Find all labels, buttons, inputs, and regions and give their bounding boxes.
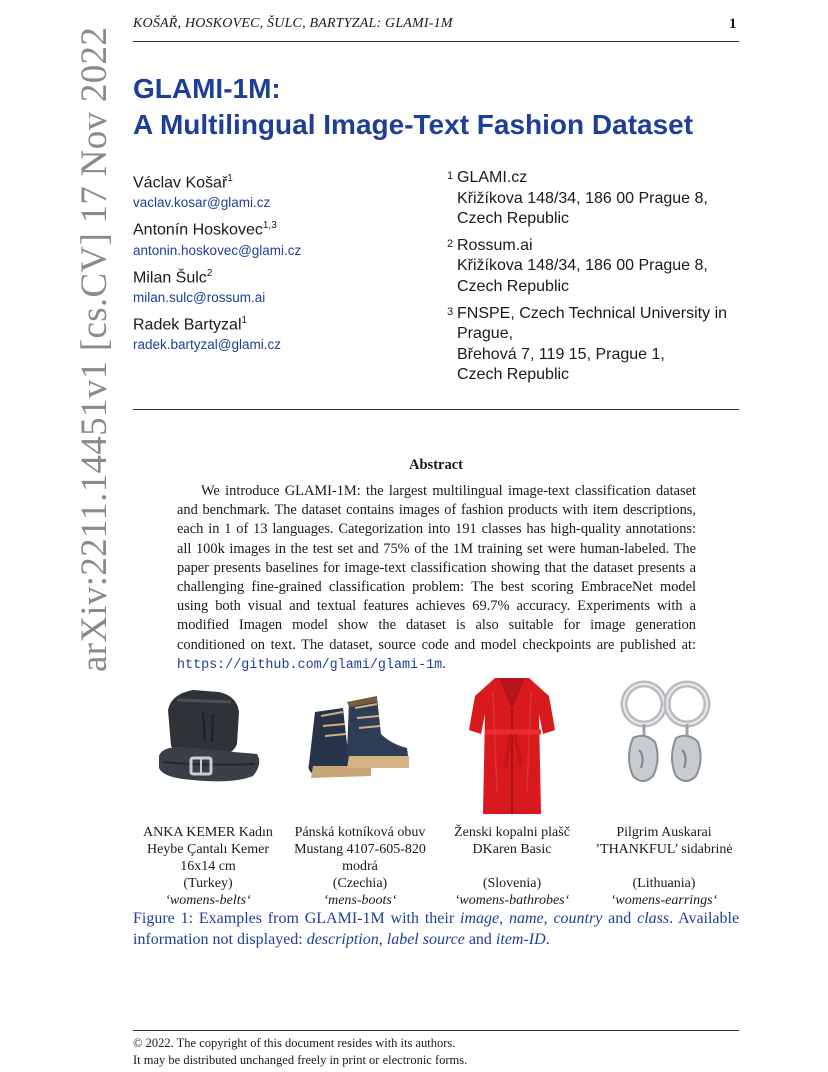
affiliation-line: Křižíkova 148/34, 186 00 Prague 8,	[457, 189, 708, 207]
header-rule	[133, 41, 739, 42]
author	[133, 168, 301, 212]
footnote-rule	[133, 1030, 739, 1031]
author-name: Radek Bartyzal	[133, 316, 242, 334]
caption-sep: ,	[499, 910, 504, 927]
affiliation-line: Czech Republic	[457, 277, 570, 295]
title-line-2: A Multilingual Image-Text Fashion Dataset	[133, 109, 694, 140]
author-name: Antonín Hoskovec	[133, 221, 263, 239]
example-caption	[589, 824, 739, 909]
abstract-text: We introduce GLAMI-1M: the largest multilingual image-text classification dataset and benchmark. The dataset contains images of fashion products with item descriptions, each in 1 of 13 languages. Categorization into 191 classes has high-quality annotations: all 100k images in the test set and 75% of the 1M training set were human-labeled. The paper presents baselines for image-text classification showing that the dataset presents a challenging fine-grained classification problem: The best scoring EmbraceNet model using both visual and textual features achieves 69.7% accuracy. Experiments with a modified Imagen model show the dataset is also suitable for image generation conditioned on text. The dataset, source code and model checkpoints are published at:	[177, 483, 696, 653]
affiliation-line: Rossum.ai	[457, 236, 533, 254]
title-line-1: GLAMI-1M:	[133, 73, 281, 104]
example-caption	[285, 824, 435, 909]
product-country: (Czechia)	[332, 876, 388, 891]
caption-field: label source	[386, 931, 465, 948]
product-name: Ženski kopalni plašč DKaren Basic	[454, 825, 570, 857]
product-country: (Turkey)	[183, 876, 233, 891]
caption-field: image	[460, 910, 500, 927]
page-number: 1	[729, 16, 737, 32]
paper-title	[133, 71, 693, 143]
copyright-line-1: © 2022. The copyright of this document resides with its authors.	[133, 1036, 456, 1050]
boots-image	[285, 672, 435, 820]
author	[133, 310, 301, 354]
abstract-body	[177, 482, 696, 675]
figure-image-row	[133, 672, 739, 820]
author-list	[133, 168, 301, 357]
affiliation-line: Czech Republic	[457, 210, 570, 228]
figure-caption-row	[133, 824, 739, 909]
caption-sep: ,	[378, 931, 383, 948]
author-name: Milan Šulc	[133, 268, 207, 286]
product-country: (Lithuania)	[632, 876, 696, 891]
caption-sep: .	[545, 931, 550, 948]
earrings-image	[589, 672, 739, 820]
arxiv-stamp: arXiv:2211.14451v1 [cs.CV] 17 Nov 2022	[74, 26, 115, 672]
example-caption	[437, 824, 587, 909]
product-class: ‘womens-belts‘	[165, 893, 251, 908]
affiliation-line: FNSPE, Czech Technical University in	[457, 304, 728, 322]
affiliation-line: GLAMI.cz	[457, 169, 528, 186]
author-affil-sup: 2	[206, 267, 213, 279]
affiliation	[447, 304, 727, 386]
author-affil-sup: 1	[227, 173, 233, 184]
affiliation	[447, 236, 727, 298]
belt-bag-image	[133, 672, 283, 820]
affiliation-number: 1	[447, 170, 454, 182]
running-header-authors: KOŠAŘ, HOSKOVEC, ŠULC, BARTYZAL: GLAMI-1M	[133, 16, 453, 31]
product-country: (Slovenia)	[482, 876, 542, 891]
product-name: Pánská kotníková obuv Mustang 4107-605-820 modrá	[294, 825, 426, 874]
caption-field: country	[553, 910, 603, 927]
author-affil-sup: 1	[241, 314, 248, 326]
author-affil-sup: 1,3	[262, 220, 277, 232]
product-class: ‘womens-bathrobes‘	[454, 893, 570, 908]
author-email-link[interactable]: milan.sulc@rossum.ai	[133, 289, 266, 305]
author-email-link[interactable]: antonin.hoskovec@glami.cz	[133, 242, 302, 258]
author-email-link[interactable]: vaclav.kosar@glami.cz	[133, 195, 271, 211]
author-name: Václav Košař	[133, 174, 228, 192]
abstract-end: .	[442, 655, 446, 672]
affiliation-line: Břehová 7, 119 15, Prague 1,	[457, 345, 665, 363]
figure-1	[133, 672, 739, 909]
abstract-heading: Abstract	[409, 457, 463, 473]
caption-field: item-ID	[495, 931, 546, 948]
product-class: ‘mens-boots‘	[323, 893, 397, 908]
author	[133, 215, 301, 259]
caption-field: description	[306, 931, 379, 948]
product-name: Pilgrim Auskarai ’THANKFUL’ sidabrinė	[595, 825, 733, 857]
figure-caption	[133, 908, 739, 950]
caption-field: class	[637, 910, 670, 927]
caption-label: Figure 1: Examples from GLAMI-1M with their	[133, 910, 455, 927]
copyright-footnote	[133, 1035, 467, 1069]
example-caption	[133, 824, 283, 909]
github-link[interactable]: https://github.com/glami/glami-1m	[177, 657, 443, 673]
affiliation-line: Czech Republic	[457, 366, 570, 384]
caption-sep: . Available information not displayed:	[133, 910, 740, 948]
affiliation-line: Křižíkova 148/34, 186 00 Prague 8,	[457, 257, 708, 275]
product-class: ‘womens-earrings‘	[610, 893, 718, 908]
author-email-link[interactable]: radek.bartyzal@glami.cz	[133, 337, 282, 353]
caption-sep: ,	[543, 910, 548, 927]
product-name: ANKA KEMER Kadın Heybe Çantalı Kemer 16x14 cm	[143, 825, 273, 874]
section-divider	[133, 409, 739, 410]
affiliation-list	[447, 168, 727, 392]
affiliation-number: 2	[447, 237, 454, 250]
bathrobe-image	[437, 672, 587, 820]
affiliation	[447, 168, 727, 230]
caption-field: name	[508, 910, 544, 927]
caption-sep: and	[468, 931, 492, 948]
caption-sep: and	[608, 910, 632, 927]
affiliation-line: Prague,	[457, 325, 514, 343]
copyright-line-2: It may be distributed unchanged freely in print or electronic forms.	[133, 1053, 468, 1067]
affiliation-number: 3	[447, 305, 454, 318]
author	[133, 263, 301, 307]
